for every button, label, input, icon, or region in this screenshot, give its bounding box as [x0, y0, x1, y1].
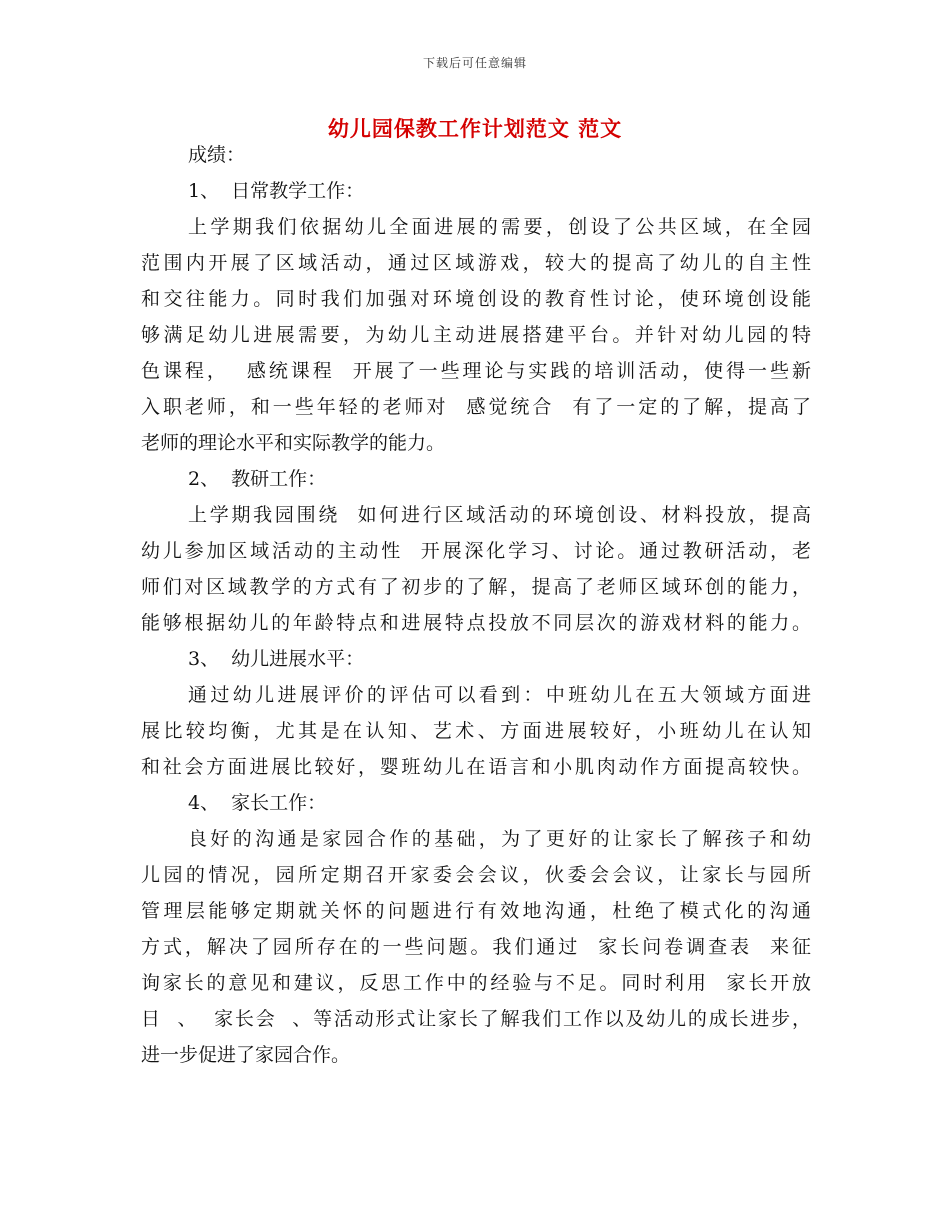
paragraph-line: 日 、 家长会 、等活动形式让家长了解我们工作以及幼儿的成长进步， — [141, 1008, 811, 1030]
section-heading: 3、 幼儿进展水平： — [188, 648, 365, 670]
document-title: 幼儿园保教工作计划范文 范文 — [327, 116, 623, 141]
paragraph-line: 良好的沟通是家园合作的基础，为了更好的让家长了解孩子和幼 — [188, 828, 811, 850]
paragraph-line: 管理层能够定期就关怀的问题进行有效地沟通，杜绝了模式化的沟通 — [141, 900, 811, 922]
section-heading: 1、 日常教学工作： — [188, 180, 365, 202]
paragraph-line: 够满足幼儿进展需要，为幼儿主动进展搭建平台。并针对幼儿园的特 — [141, 324, 811, 346]
paragraph-line: 和社会方面进展比较好，婴班幼儿在语言和小肌肉动作方面提高较快。 — [141, 756, 811, 778]
paragraph-line: 通过幼儿进展评价的评估可以看到：中班幼儿在五大领域方面进 — [188, 684, 811, 706]
paragraph-line: 和交往能力。同时我们加强对环境创设的教育性讨论，使环境创设能 — [141, 288, 811, 310]
paragraph-line: 入职老师，和一些年轻的老师对 感觉统合 有了一定的了解，提高了 — [141, 396, 811, 418]
paragraph-line: 师们对区域教学的方式有了初步的了解，提高了老师区域环创的能力， — [141, 576, 811, 598]
paragraph-line: 儿园的情况，园所定期召开家委会会议，伙委会会议，让家长与园所 — [141, 864, 811, 886]
page-header-note: 下载后可任意编辑 — [422, 56, 527, 70]
section-heading: 4、 家长工作： — [188, 792, 327, 814]
paragraph-line: 方式，解决了园所存在的一些问题。我们通过 家长问卷调查表 来征 — [141, 936, 811, 958]
paragraph-line: 询家长的意见和建议，反思工作中的经验与不足。同时利用 家长开放 — [141, 972, 811, 994]
document-body — [141, 137, 811, 1073]
paragraph-line: 老师的理论水平和实际教学的能力。 — [141, 432, 446, 454]
paragraph-line: 进一步促进了家园合作。 — [141, 1044, 351, 1066]
paragraph-line: 上学期我园围绕 如何进行区域活动的环境创设、材料投放，提高 — [188, 504, 811, 526]
paragraph-line: 能够根据幼儿的年龄特点和进展特点投放不同层次的游戏材料的能力。 — [141, 612, 811, 634]
paragraph-line: 上学期我们依据幼儿全面进展的需要，创设了公共区域，在全园 — [188, 216, 811, 238]
section-heading: 成绩： — [188, 144, 246, 166]
section-heading: 2、 教研工作： — [188, 468, 327, 490]
paragraph-line: 幼儿参加区域活动的主动性 开展深化学习、讨论。通过教研活动，老 — [141, 540, 811, 562]
paragraph-line: 展比较均衡，尤其是在认知、艺术、方面进展较好，小班幼儿在认知 — [141, 720, 811, 742]
paragraph-line: 范围内开展了区域活动，通过区域游戏，较大的提高了幼儿的自主性 — [141, 252, 811, 274]
paragraph-line: 色课程， 感统课程 开展了一些理论与实践的培训活动，使得一些新 — [141, 360, 811, 382]
